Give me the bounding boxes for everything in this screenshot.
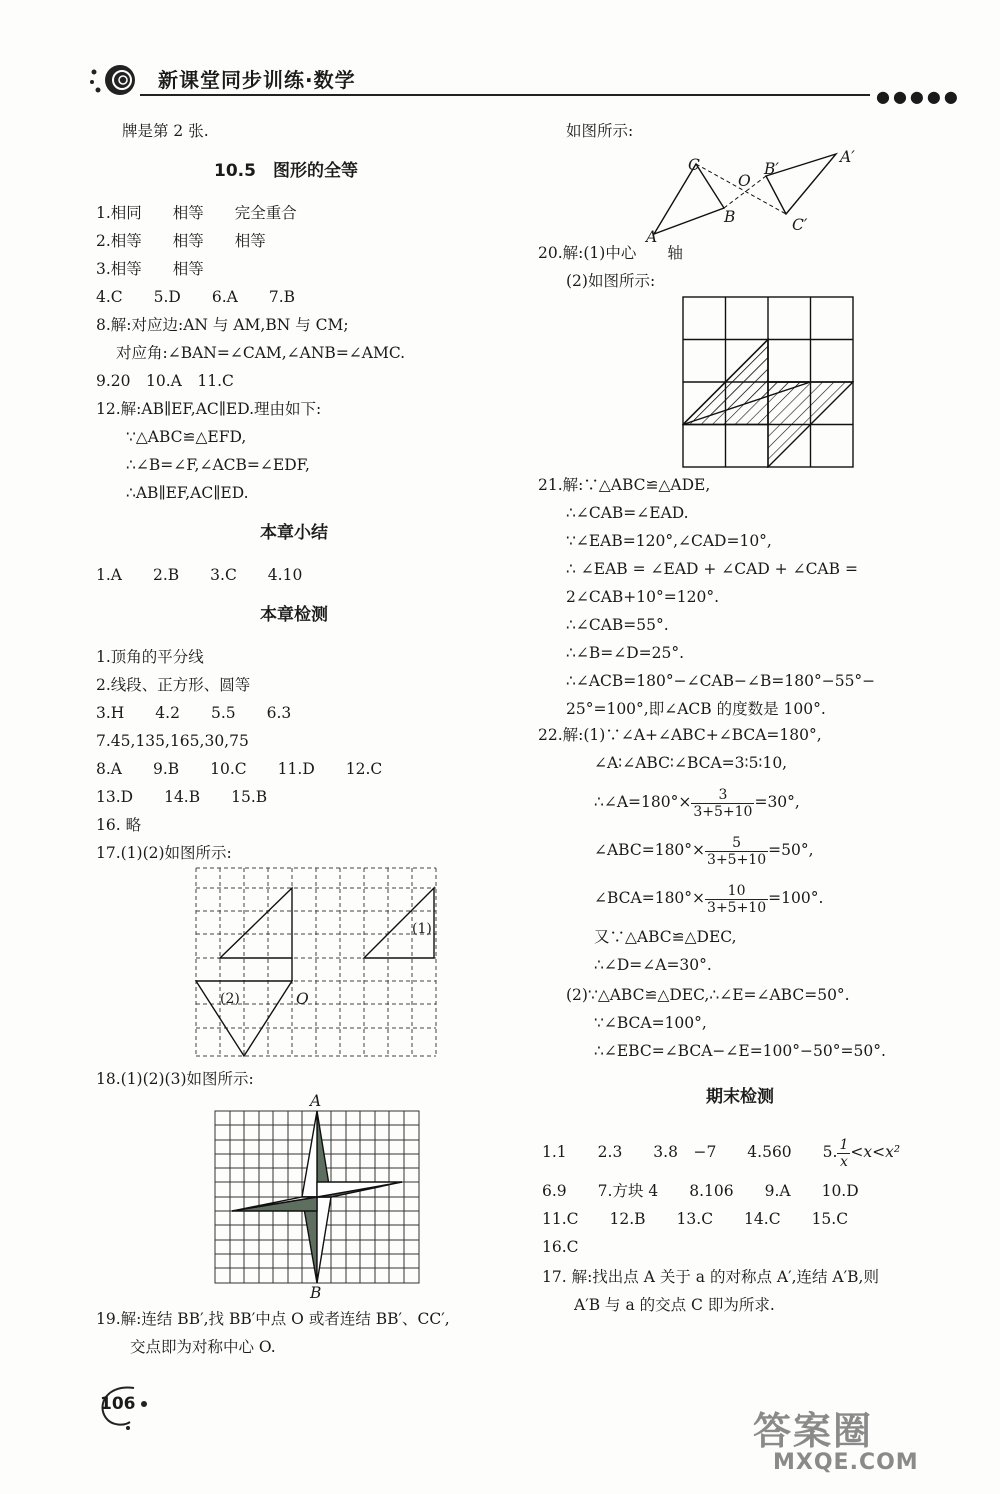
fraction (837, 1137, 850, 1170)
answer-text: 1.1 2.3 3.8 −7 4.560 5. (542, 1143, 838, 1161)
answer-line: ∴∠B=∠D=25°. (566, 644, 685, 662)
fraction-suffix: =30°, (754, 793, 800, 811)
fraction-line-abc (594, 830, 814, 870)
answer-line: ∠A∶∠ABC∶∠BCA=3∶5∶10, (594, 754, 788, 772)
answer-line: ∴∠CAB=55°. (566, 616, 669, 634)
fraction (705, 835, 768, 868)
answer-line: ∴ ∠EAB = ∠EAD + ∠CAD + ∠CAB = (566, 560, 858, 578)
watermark (745, 1400, 975, 1480)
point-a: A (646, 228, 658, 246)
answer-line: A′B 与 a 的交点 C 即为所求. (574, 1296, 775, 1314)
answer-line: 13.D 14.B 15.B (96, 788, 268, 806)
fraction-denominator: x (839, 1153, 848, 1170)
fraction-denominator: 3+5+10 (693, 803, 753, 820)
answer-line: 19.解:连结 BB′,找 BB′中点 O 或者连结 BB′、CC′, (96, 1310, 450, 1328)
answer-line: ∴∠EBC=∠BCA−∠E=100°−50°=50°. (594, 1042, 886, 1060)
answer-line: 2.相等 相等 相等 (96, 232, 266, 250)
spiral-logo-icon (86, 62, 138, 98)
header-dots: ●●●●● (876, 87, 961, 106)
point-o: O (738, 172, 751, 190)
answer-line: 2.线段、正方形、圆等 (96, 676, 251, 694)
section-title-10-5: 10.5 图形的全等 (214, 161, 358, 181)
figure-label-o: O (296, 990, 309, 1008)
answer-line: ∴∠CAB=∠EAD. (566, 504, 689, 522)
section-title-summary: 本章小结 (260, 523, 328, 543)
page-number (100, 1394, 136, 1414)
header-rule (140, 94, 870, 96)
watermark-line-2: MXQE.COM (773, 1450, 919, 1475)
answer-line: 4.C 5.D 6.A 7.B (96, 288, 296, 306)
book-title: 新课堂同步训练·数学 (158, 68, 356, 92)
answer-line: 1.相同 相等 完全重合 (96, 204, 297, 222)
answer-line: 22.解:(1)∵∠A+∠ABC+∠BCA=180°, (538, 726, 822, 744)
point-b-prime: B′ (764, 160, 779, 178)
fraction-line-bca (594, 878, 823, 918)
answer-line: 21.解:∵△ABC≌△ADE, (538, 476, 711, 494)
fraction-prefix: ∠BCA=180°× (594, 889, 706, 907)
answer-line: 18.(1)(2)(3)如图所示: (96, 1070, 254, 1088)
answer-line: ∵△ABC≌△EFD, (126, 428, 247, 446)
answer-line: ∵∠BCA=100°, (594, 1014, 707, 1032)
answer-line: 16.C (542, 1238, 579, 1256)
fraction-suffix: =50°, (768, 841, 814, 859)
fraction-denominator: 3+5+10 (707, 899, 767, 916)
page-number-text: 106 (100, 1394, 136, 1414)
answer-line: 对应角:∠BAN=∠CAM,∠ANB=∠AMC. (116, 344, 406, 362)
fraction-prefix: ∴∠A=180°× (594, 793, 692, 811)
section-title-chapter-test: 本章检测 (260, 605, 328, 625)
answer-line: 又∵△ABC≌△DEC, (594, 928, 737, 946)
fraction-numerator: 1 (839, 1136, 849, 1153)
figure-18-star-grid (214, 1110, 420, 1284)
answer-line: 20.解:(1)中心 轴 (538, 244, 683, 262)
point-b: B (724, 208, 736, 226)
answer-line: 交点即为对称中心 O. (130, 1338, 276, 1356)
text-line: 牌是第 2 张. (122, 122, 209, 140)
text-line: 如图所示: (566, 122, 634, 140)
figure-label-1: (1) (412, 921, 432, 937)
answer-line: 3.H 4.2 5.5 6.3 (96, 704, 292, 722)
answer-text: <x<x² (850, 1143, 901, 1161)
figure-label-2: (2) (220, 991, 240, 1007)
point-a-prime: A′ (840, 148, 855, 166)
figure-19-symmetric-triangles (650, 148, 866, 240)
figure-17-grid (194, 866, 438, 1058)
answer-line: (2)如图所示: (566, 272, 656, 290)
answer-line: 6.9 7.方块 4 8.106 9.A 10.D (542, 1182, 859, 1200)
point-c: C (688, 156, 700, 174)
point-c-prime: C′ (792, 216, 808, 234)
answer-line: 1.A 2.B 3.C 4.10 (96, 566, 303, 584)
answer-line: 17.(1)(2)如图所示: (96, 844, 232, 862)
fraction-numerator: 3 (691, 787, 754, 804)
triangle-original (220, 888, 292, 958)
answer-line: 3.相等 相等 (96, 260, 204, 278)
answer-line: 2∠CAB+10°=120°. (566, 588, 720, 606)
page-header (80, 58, 961, 106)
fraction-numerator: 10 (705, 883, 768, 900)
answer-line: 12.解:AB∥EF,AC∥ED.理由如下: (96, 400, 322, 418)
fraction-suffix: =100°. (768, 889, 824, 907)
section-title-final-test: 期末检测 (706, 1087, 774, 1107)
fraction-numerator: 5 (705, 835, 768, 852)
fraction-prefix: ∠ABC=180°× (594, 841, 706, 859)
answer-line: 11.C 12.B 13.C 14.C 15.C (542, 1210, 849, 1228)
answer-line: ∴∠D=∠A=30°. (594, 956, 712, 974)
answer-line-final-1 (542, 1132, 900, 1172)
answer-line: 8.解:对应边:AN 与 AM,BN 与 CM; (96, 316, 349, 334)
answer-line: ∴AB∥EF,AC∥ED. (126, 484, 249, 502)
fraction-line-a (594, 782, 800, 822)
answer-line: ∵∠EAB=120°,∠CAD=10°, (566, 532, 772, 550)
answer-line: 25°=100°,即∠ACB 的度数是 100°. (566, 700, 826, 718)
answer-line: 7.45,135,165,30,75 (96, 732, 249, 750)
figure-label-a: A (310, 1092, 322, 1110)
fraction-denominator: 3+5+10 (707, 851, 767, 868)
answer-line: ∴∠ACB=180°−∠CAB−∠B=180°−55°− (566, 672, 876, 690)
answer-line: ∴∠B=∠F,∠ACB=∠EDF, (126, 456, 310, 474)
figure-20-hatched-grid (682, 296, 854, 468)
answer-line: 1.顶角的平分线 (96, 648, 204, 666)
answer-line: 9.20 10.A 11.C (96, 372, 234, 390)
fraction (691, 787, 754, 820)
fraction (705, 883, 768, 916)
figure-label-b: B (310, 1284, 322, 1302)
answer-line: 17. 解:找出点 A 关于 a 的对称点 A′,连结 A′B,则 (542, 1268, 879, 1286)
answer-line: 16. 略 (96, 816, 142, 834)
answer-line: 8.A 9.B 10.C 11.D 12.C (96, 760, 383, 778)
answer-line: (2)∵△ABC≌△DEC,∴∠E=∠ABC=50°. (566, 986, 850, 1004)
watermark-line-1: 答案圈 (753, 1409, 874, 1453)
